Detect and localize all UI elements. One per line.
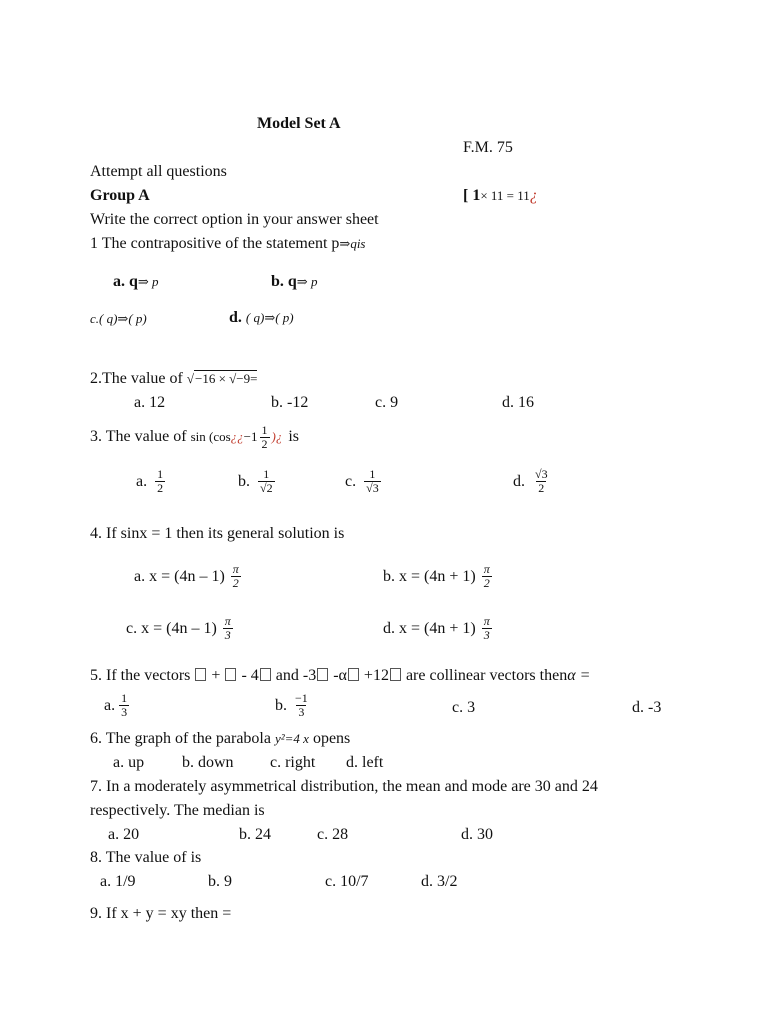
q8-option-c: c. 10/7 — [325, 873, 369, 890]
q8-option-a: a. 1/9 — [100, 873, 136, 890]
q4-option-a-num: π — [232, 562, 239, 576]
q7-option-a: a. 20 — [108, 826, 140, 843]
question-6 — [90, 729, 350, 749]
q6-option-a: a. up — [113, 754, 145, 771]
q1-option-b-label: b. q — [271, 273, 297, 290]
marks-prefix: [ 1 — [463, 187, 481, 204]
question-5-text-e: -α — [333, 667, 347, 684]
q4-option-c — [126, 615, 235, 642]
question-3-expr-mid: −1 — [243, 429, 258, 444]
question-8: 8. The value of is — [90, 849, 202, 866]
question-9: 9. If x + y = xy then = — [90, 905, 232, 922]
q4-option-b — [383, 563, 494, 590]
q3-option-c — [345, 468, 383, 495]
q1-option-b-expr: ⇒ p — [296, 274, 318, 289]
question-3-expr-lead: sin (cos — [190, 429, 231, 444]
q5-option-a-num: 1 — [121, 691, 128, 705]
question-5-text-b: + — [211, 667, 221, 684]
marks-glyph: ¿ — [529, 187, 538, 204]
question-2-expr: −16 × √−9= — [195, 371, 258, 386]
q3-option-d — [513, 468, 552, 495]
q3-option-d-den: 2 — [538, 481, 545, 495]
q3-option-b-den: √2 — [260, 481, 273, 495]
q3-option-b — [238, 468, 277, 495]
q3-option-a — [136, 468, 167, 495]
q3-option-a-num: 1 — [157, 467, 164, 481]
q5-option-a-den: 3 — [121, 705, 128, 719]
q5-option-a-label: a. — [104, 696, 116, 714]
q5-option-b-num: −1 — [295, 691, 308, 705]
q6-option-b: b. down — [182, 754, 234, 771]
q8-option-d: d. 3/2 — [421, 873, 458, 890]
q4-option-b-num: π — [483, 562, 490, 576]
marks-allocation — [463, 186, 538, 206]
q4-option-d — [383, 615, 494, 642]
q8-option-b: b. 9 — [208, 873, 232, 890]
q4-option-b-den: 2 — [483, 576, 490, 590]
question-3-frac-den: 2 — [261, 436, 268, 451]
question-5-text-a: 5. If the vectors — [90, 667, 191, 684]
question-3-frac-num: 1 — [261, 422, 268, 437]
q5-option-b-label: b. — [275, 696, 287, 714]
q4-option-d-num: π — [483, 614, 490, 628]
q2-option-c: c. 9 — [375, 394, 399, 411]
full-marks: F.M. 75 — [463, 139, 513, 156]
question-7-line-1: 7. In a moderately asymmetrical distribution, the mean and mode are 30 and 24 — [90, 778, 598, 795]
q3-option-c-label: c. — [345, 472, 357, 490]
q3-option-c-num: 1 — [369, 467, 376, 481]
q1-option-d-expr: ( q)⇒( p) — [245, 310, 294, 325]
q1-option-d-label: d. — [229, 309, 242, 326]
question-5-text-f: +12 — [363, 667, 389, 684]
q5-option-c: c. 3 — [452, 699, 476, 716]
q4-option-a-label: a. x = (4n – 1) — [134, 567, 225, 585]
question-2: 2.The value of √−16 × √−9= — [90, 370, 258, 387]
question-2-text: 2.The value of — [90, 370, 183, 387]
question-3-expr-glyph: ¿¿ — [230, 429, 244, 444]
q2-option-b: b. -12 — [271, 394, 309, 411]
q4-option-d-den: 3 — [483, 628, 490, 642]
question-1 — [90, 234, 366, 254]
vector-placeholder-icon — [317, 668, 328, 681]
q4-option-a — [134, 563, 243, 590]
q1-option-a-label: a. q — [113, 273, 138, 290]
q2-option-a: a. 12 — [134, 394, 166, 411]
question-5-text-g: are collinear vectors then — [405, 667, 568, 684]
question-1-statement: ⇒qis — [339, 236, 366, 251]
q6-option-c: c. right — [270, 754, 316, 771]
question-5-text-d: and -3 — [275, 667, 317, 684]
q3-option-d-label: d. — [513, 472, 525, 490]
q4-option-b-label: b. x = (4n + 1) — [383, 567, 476, 585]
q5-option-a — [104, 692, 131, 719]
question-3-text: 3. The value of — [90, 428, 187, 445]
question-3-suffix: is — [288, 428, 300, 445]
q5-option-b — [275, 692, 312, 719]
q5-option-d: d. -3 — [632, 699, 662, 716]
q4-option-d-label: d. x = (4n + 1) — [383, 619, 476, 637]
q4-option-a-den: 2 — [232, 576, 239, 590]
question-5-alpha: α = — [567, 667, 591, 684]
q6-option-d: d. left — [346, 754, 384, 771]
q3-option-a-label: a. — [136, 472, 148, 490]
vector-placeholder-icon — [260, 668, 271, 681]
question-6-suffix: opens — [312, 730, 351, 747]
vector-placeholder-icon — [390, 668, 401, 681]
q2-option-d: d. 16 — [502, 394, 534, 411]
q4-option-c-den: 3 — [224, 628, 231, 642]
question-7-line-2: respectively. The median is — [90, 802, 265, 819]
q1-option-d — [229, 308, 294, 328]
question-5 — [90, 666, 590, 686]
q1-option-a — [113, 272, 159, 292]
q1-option-b — [271, 272, 317, 292]
q3-option-d-num: √3 — [535, 467, 548, 481]
q3-option-c-den: √3 — [366, 481, 379, 495]
q1-option-a-expr: ⇒ p — [137, 274, 159, 289]
vector-placeholder-icon — [348, 668, 359, 681]
group-heading: Group A — [90, 187, 150, 204]
q4-option-c-label: c. x = (4n – 1) — [126, 619, 217, 637]
vector-placeholder-icon — [195, 668, 206, 681]
page-title: Model Set A — [257, 115, 341, 132]
q7-option-c: c. 28 — [317, 826, 349, 843]
question-3-expr-tail: )¿ — [271, 429, 283, 444]
q5-option-b-den: 3 — [298, 705, 305, 719]
question-5-text-c: - 4 — [241, 667, 259, 684]
q7-option-b: b. 24 — [239, 826, 271, 843]
marks-formula: × 11 = 11 — [480, 188, 530, 203]
q3-option-a-den: 2 — [157, 481, 164, 495]
instruction: Attempt all questions — [90, 163, 227, 180]
question-6-equation: y²=4 x — [274, 731, 309, 746]
q4-option-c-num: π — [224, 614, 231, 628]
question-4: 4. If sinx = 1 then its general solution is — [90, 525, 345, 542]
write-instruction: Write the correct option in your answer sheet — [90, 211, 379, 228]
q3-option-b-label: b. — [238, 472, 250, 490]
question-1-text: 1 The contrapositive of the statement p — [90, 235, 340, 252]
q1-option-c: c.( q)⇒( p) — [90, 311, 147, 326]
question-3 — [90, 422, 299, 452]
q3-option-b-num: 1 — [263, 467, 270, 481]
vector-placeholder-icon — [225, 668, 236, 681]
q7-option-d: d. 30 — [461, 826, 493, 843]
question-6-text: 6. The graph of the parabola — [90, 730, 271, 747]
